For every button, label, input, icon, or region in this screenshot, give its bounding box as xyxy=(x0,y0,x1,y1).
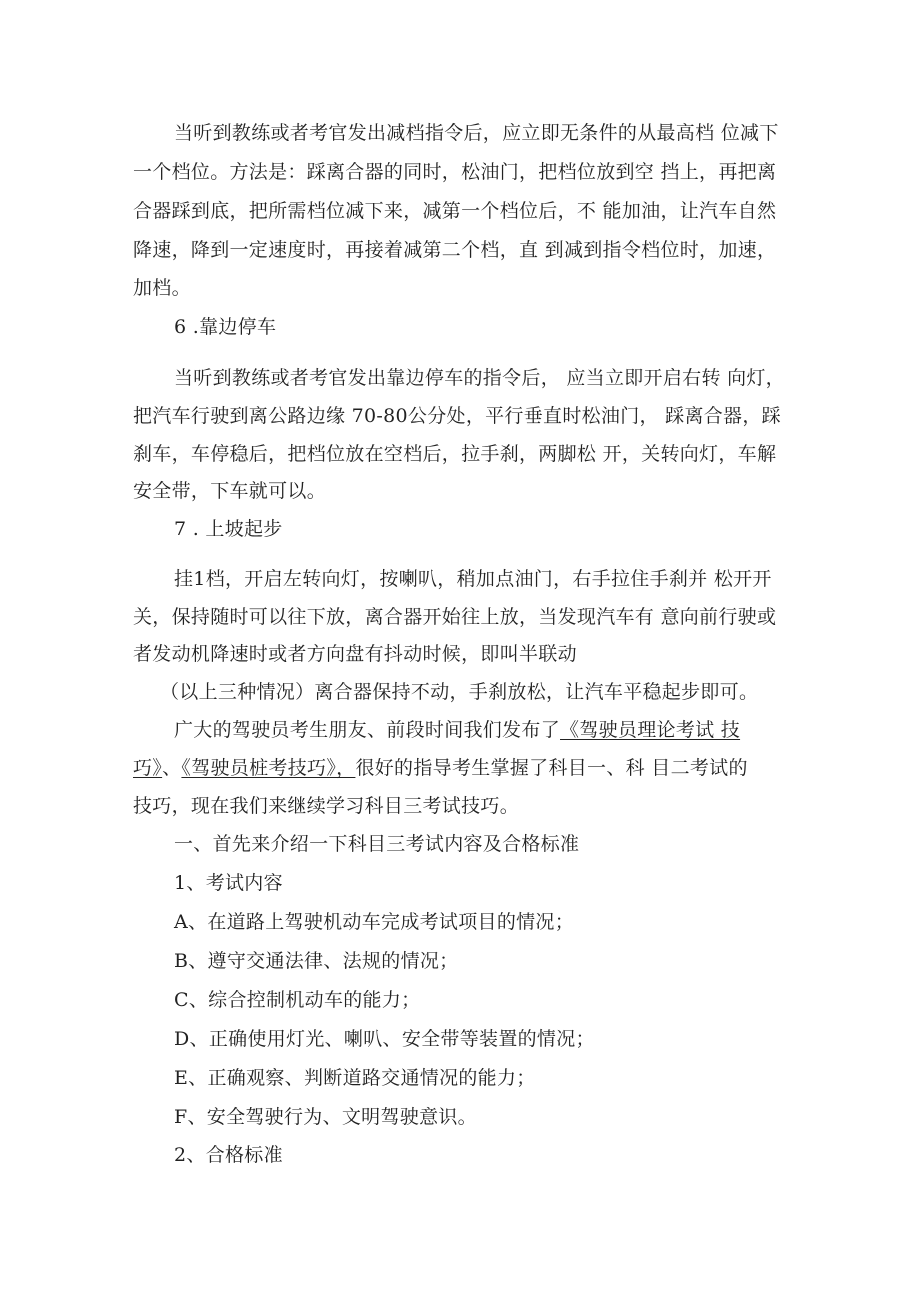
link-theory-exam-tips[interactable]: 《驾驶员理论考试 技 xyxy=(560,719,741,741)
list-item-d: D、正确使用灯光、喇叭、安全带等装置的情况； xyxy=(174,1028,595,1050)
intro-prefix: 广大的驾驶员考生朋友、前段时间我们发布了 xyxy=(174,719,561,741)
para-hillstart-line-2: 关，保持随时可以往下放，离合器开始往上放，当发现汽车有 意向前行驶或 xyxy=(133,606,777,628)
list-item-e: E、正确观察、判断道路交通情况的能力； xyxy=(174,1067,536,1089)
link-theory-exam-tips-cont[interactable]: 巧》 xyxy=(133,757,163,779)
intro-suffix: 很好的指导考生掌握了科目一、科 目二考试的 xyxy=(355,757,748,779)
link-pile-exam-tips[interactable]: 《驾驶员桩考技巧》， xyxy=(181,757,356,779)
list-item-a: A、在道路上驾驶机动车完成考试项目的情况； xyxy=(174,911,575,933)
para-pullover-line-1: 当听到教练或者考官发出靠边停车的指令后， 应当立即开启右转 向灯， xyxy=(174,367,785,389)
para-downshift-line-1: 当听到教练或者考官发出减档指令后，应立即无条件的从最高档 位减下 xyxy=(174,122,779,144)
para-hillstart-line-4: （以上三种情况）离合器保持不动，手刹放松，让汽车平稳起步即可。 xyxy=(160,681,759,703)
list-item-b: B、遵守交通法律、法规的情况； xyxy=(174,950,459,972)
intro-separator: 、 xyxy=(162,757,182,779)
para-downshift-line-2: 一个档位。方法是：踩离合器的同时，松油门，把档位放到空 挡上，再把离 xyxy=(133,161,777,183)
list-item-f: F、安全驾驶行为、文明驾驶意识。 xyxy=(174,1106,477,1128)
para-downshift-line-5: 加档。 xyxy=(133,277,191,299)
para-intro-line-3: 技巧，现在我们来继续学习科目三考试技巧。 xyxy=(133,795,520,817)
subheading-exam-content: 1、考试内容 xyxy=(174,872,283,894)
para-intro-line-2 xyxy=(133,756,748,780)
heading-hillstart: 7 . 上坡起步 xyxy=(174,518,283,540)
section-heading-exam-content: 一、首先来介绍一下科目三考试内容及合格标准 xyxy=(174,833,580,855)
para-downshift-line-3: 合器踩到底，把所需档位减下来，减第一个档位后，不 能加油，让汽车自然 xyxy=(133,200,777,222)
para-downshift-line-4: 降速，降到一定速度时，再接着减第二个档，直 到减到指令档位时，加速， xyxy=(133,239,777,261)
para-pullover-line-4: 安全带，下车就可以。 xyxy=(133,480,327,502)
heading-pullover: 6 .靠边停车 xyxy=(174,316,277,338)
para-intro-line-1 xyxy=(174,718,740,742)
para-hillstart-line-3: 者发动机降速时或者方向盘有抖动时候，即叫半联动 xyxy=(133,643,577,665)
subheading-pass-standard: 2、合格标准 xyxy=(174,1144,283,1166)
list-item-c: C、综合控制机动车的能力； xyxy=(174,989,421,1011)
para-hillstart-line-1: 挂1档，开启左转向灯，按喇叭，稍加点油门，右手拉住手刹并 松开开 xyxy=(174,568,772,590)
para-pullover-line-3: 刹车，车停稳后，把档位放在空档后，拉手刹，两脚松 开，关转向灯，车解 xyxy=(133,443,777,465)
para-pullover-line-2: 把汽车行驶到离公路边缘 70-80公分处，平行垂直时松油门， 踩离合器，踩 xyxy=(133,405,781,427)
